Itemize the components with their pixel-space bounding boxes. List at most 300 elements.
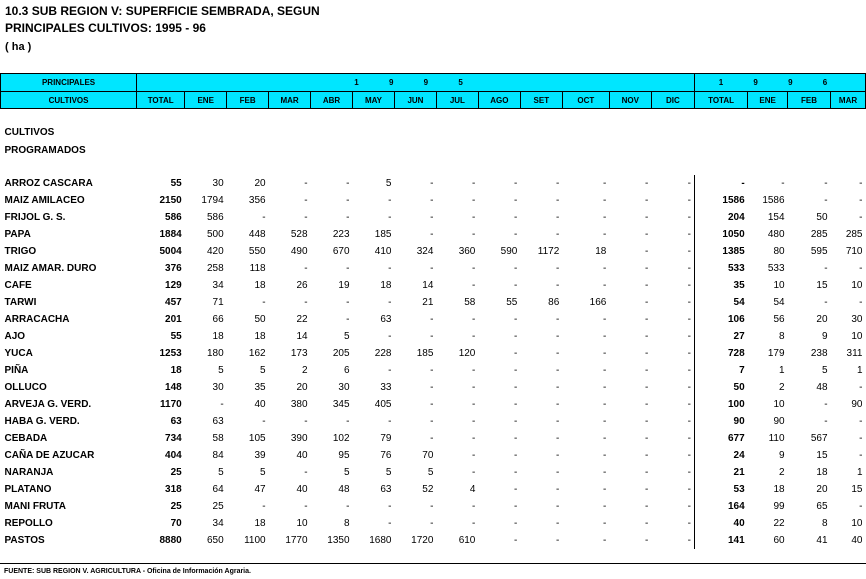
- value-1995-cell: -: [644, 517, 649, 529]
- value-1996-cell: 2: [779, 466, 785, 478]
- value-1995-cell: -: [603, 313, 607, 325]
- value-1995-cell: 35: [254, 381, 266, 393]
- value-1996-cell: 10: [851, 517, 863, 529]
- value-1995-cell: -: [555, 279, 560, 291]
- total-1995-cell: 404: [165, 449, 182, 461]
- value-1995-cell: 1770: [285, 534, 308, 546]
- value-1995-cell: -: [430, 228, 434, 240]
- value-1996-cell: 480: [767, 228, 785, 240]
- value-1995-cell: 76: [380, 449, 392, 461]
- value-1995-cell: -: [644, 296, 649, 308]
- value-1995-cell: 79: [380, 432, 392, 444]
- total-1995-cell: 18: [170, 364, 182, 376]
- table-row: [1, 260, 866, 277]
- value-1996-cell: 1: [779, 364, 785, 376]
- total-1995-cell: 201: [165, 313, 182, 325]
- total-1995-cell: 1884: [159, 228, 182, 240]
- value-1995-cell: 405: [374, 398, 392, 410]
- value-1995-cell: -: [651, 328, 694, 345]
- value-1995-cell: -: [651, 515, 694, 532]
- value-1995-cell: -: [262, 500, 266, 512]
- value-1995-cell: 40: [296, 483, 308, 495]
- crop-name: CAÑA DE AZUCAR: [4, 449, 95, 461]
- value-1995-cell: 5: [343, 466, 350, 478]
- crop-name: NARANJA: [4, 466, 54, 478]
- value-1996-cell: -: [824, 262, 828, 274]
- value-1996-cell: 80: [773, 245, 785, 257]
- section-label-1: CULTIVOS: [4, 127, 55, 138]
- total-1996-cell: 90: [733, 415, 745, 427]
- value-1996-cell: -: [824, 296, 828, 308]
- data-table: [0, 73, 866, 549]
- value-1995-cell: -: [304, 415, 308, 427]
- source-note: FUENTE: SUB REGION V. AGRICULTURA - Oficina de Información Agraria.: [4, 568, 251, 575]
- value-1995-cell: -: [651, 447, 694, 464]
- value-1995-cell: 5: [218, 466, 224, 478]
- value-1995-cell: -: [513, 177, 518, 189]
- total-1995-cell: 457: [165, 296, 182, 308]
- value-1995-cell: -: [472, 466, 476, 478]
- value-1995-cell: -: [651, 209, 694, 226]
- value-1995-cell: 1794: [201, 194, 224, 206]
- value-1995-cell: -: [603, 398, 607, 410]
- value-1996-cell: -: [824, 177, 828, 189]
- value-1995-cell: -: [651, 175, 694, 192]
- total-1995-cell: 63: [170, 415, 182, 427]
- value-1995-cell: 14: [296, 330, 308, 342]
- value-1995-cell: -: [644, 449, 649, 461]
- value-1995-cell: -: [555, 449, 560, 461]
- value-1995-cell: 180: [206, 347, 224, 359]
- value-1995-cell: 5: [260, 364, 266, 376]
- value-1995-cell: 20: [254, 177, 266, 189]
- value-1995-cell: -: [555, 313, 560, 325]
- value-1996-cell: 20: [816, 483, 828, 495]
- value-1995-cell: -: [651, 532, 694, 549]
- table-row: [1, 328, 866, 345]
- value-1995-cell: 1100: [244, 534, 266, 546]
- total-1996-cell: 21: [733, 466, 745, 478]
- value-1995-cell: -: [644, 483, 649, 495]
- value-1995-cell: -: [603, 483, 607, 495]
- value-1995-cell: 228: [374, 347, 392, 359]
- header-1995-jun: JUN: [394, 92, 436, 109]
- crop-name: ARROZ CASCARA: [4, 177, 93, 189]
- value-1996-cell: -: [859, 449, 863, 461]
- table-row: [1, 498, 866, 515]
- table-row: [1, 532, 866, 549]
- value-1995-cell: -: [651, 413, 694, 430]
- total-1995-cell: 70: [170, 517, 182, 529]
- value-1995-cell: 30: [212, 177, 224, 189]
- value-1995-cell: -: [513, 381, 518, 393]
- value-1995-cell: 500: [206, 228, 224, 240]
- value-1995-cell: -: [651, 430, 694, 447]
- header-year-1996: 1 9 9 6: [694, 74, 865, 92]
- value-1996-cell: 238: [810, 347, 828, 359]
- total-1995-cell: 318: [165, 483, 182, 495]
- value-1995-cell: -: [346, 177, 350, 189]
- crop-name: MAIZ AMAR. DURO: [4, 262, 97, 274]
- value-1995-cell: -: [644, 245, 649, 257]
- value-1995-cell: -: [603, 279, 607, 291]
- value-1996-cell: 65: [816, 500, 828, 512]
- value-1995-cell: -: [513, 279, 518, 291]
- value-1995-cell: -: [513, 500, 518, 512]
- table-row: [1, 362, 866, 379]
- value-1995-cell: -: [651, 464, 694, 481]
- value-1996-cell: 18: [773, 483, 785, 495]
- total-1996-cell: 1385: [722, 245, 745, 257]
- header-1995-ene: ENE: [185, 92, 227, 109]
- value-1995-cell: 33: [380, 381, 392, 393]
- total-1996-cell: 24: [733, 449, 745, 461]
- crop-name: HABA G. VERD.: [4, 415, 80, 427]
- value-1995-cell: 380: [290, 398, 308, 410]
- total-1996-cell: 50: [733, 381, 745, 393]
- value-1996-cell: 30: [851, 313, 863, 325]
- crop-name: ARVEJA G. VERD.: [4, 398, 92, 410]
- value-1995-cell: -: [651, 362, 694, 379]
- header-cultivos-bottom: CULTIVOS: [1, 92, 137, 109]
- total-1996-cell: 54: [733, 296, 745, 308]
- header-1995-set: SET: [520, 92, 562, 109]
- value-1996-cell: -: [824, 194, 828, 206]
- value-1995-cell: 166: [589, 296, 607, 308]
- value-1995-cell: -: [388, 296, 392, 308]
- value-1995-cell: -: [651, 481, 694, 498]
- header-1995-dic: DIC: [651, 92, 694, 109]
- value-1995-cell: 1350: [327, 534, 350, 546]
- total-1995-cell: 25: [170, 466, 182, 478]
- value-1995-cell: -: [651, 294, 694, 311]
- value-1995-cell: -: [603, 347, 607, 359]
- header-1996-mar: MAR: [831, 92, 866, 109]
- value-1995-cell: 586: [206, 211, 224, 223]
- value-1995-cell: -: [644, 279, 649, 291]
- value-1995-cell: -: [346, 296, 350, 308]
- value-1995-cell: 40: [254, 398, 266, 410]
- value-1995-cell: -: [513, 449, 518, 461]
- value-1996-cell: 10: [851, 279, 863, 291]
- value-1995-cell: 205: [332, 347, 350, 359]
- value-1995-cell: -: [513, 347, 518, 359]
- value-1995-cell: -: [472, 398, 476, 410]
- value-1995-cell: 30: [338, 381, 350, 393]
- value-1995-cell: -: [603, 262, 607, 274]
- value-1995-cell: -: [651, 345, 694, 362]
- value-1995-cell: 590: [500, 245, 518, 257]
- crop-name: PAPA: [4, 228, 31, 240]
- table-row: [1, 430, 866, 447]
- total-1996-cell: 100: [727, 398, 745, 410]
- value-1995-cell: -: [651, 311, 694, 328]
- total-1995-cell: 2150: [159, 194, 182, 206]
- value-1996-cell: 1586: [762, 194, 785, 206]
- total-1995-cell: 55: [170, 330, 182, 342]
- value-1995-cell: 528: [290, 228, 308, 240]
- value-1995-cell: -: [346, 313, 350, 325]
- value-1995-cell: -: [388, 415, 392, 427]
- value-1995-cell: -: [472, 177, 476, 189]
- value-1996-cell: -: [824, 398, 828, 410]
- total-1995-cell: 55: [170, 177, 182, 189]
- value-1995-cell: -: [304, 296, 308, 308]
- value-1995-cell: -: [644, 262, 649, 274]
- total-1996-cell: 533: [727, 262, 745, 274]
- value-1996-cell: -: [859, 500, 863, 512]
- value-1995-cell: -: [555, 483, 560, 495]
- table-row: [1, 447, 866, 464]
- value-1995-cell: -: [304, 500, 308, 512]
- value-1995-cell: 120: [458, 347, 476, 359]
- value-1995-cell: -: [651, 226, 694, 243]
- total-1995-cell: 376: [165, 262, 182, 274]
- value-1995-cell: -: [651, 260, 694, 277]
- header-1995-feb: FEB: [227, 92, 269, 109]
- total-1995-cell: 8880: [159, 534, 182, 546]
- value-1995-cell: 6: [343, 364, 350, 376]
- value-1995-cell: -: [555, 466, 560, 478]
- crop-name: PIÑA: [4, 364, 29, 376]
- value-1995-cell: -: [430, 415, 434, 427]
- value-1995-cell: -: [262, 415, 266, 427]
- value-1996-cell: 567: [810, 432, 828, 444]
- total-1995-cell: 25: [170, 500, 182, 512]
- total-1996-cell: 1586: [722, 194, 745, 206]
- value-1995-cell: -: [555, 262, 560, 274]
- value-1995-cell: -: [346, 194, 350, 206]
- value-1995-cell: 20: [296, 381, 308, 393]
- crop-name: MAIZ AMILACEO: [4, 194, 85, 206]
- value-1995-cell: 5: [427, 466, 434, 478]
- value-1996-cell: 48: [816, 381, 828, 393]
- value-1995-cell: -: [513, 534, 518, 546]
- value-1995-cell: -: [430, 194, 434, 206]
- crop-name: CEBADA: [4, 432, 48, 444]
- value-1995-cell: 70: [422, 449, 434, 461]
- value-1995-cell: -: [651, 243, 694, 260]
- value-1995-cell: -: [603, 534, 607, 546]
- value-1996-cell: 2: [779, 381, 785, 393]
- value-1995-cell: -: [262, 296, 266, 308]
- value-1995-cell: -: [513, 466, 518, 478]
- value-1995-cell: 25: [212, 500, 224, 512]
- value-1995-cell: 5: [385, 177, 392, 189]
- value-1995-cell: 86: [548, 296, 560, 308]
- value-1995-cell: -: [513, 517, 518, 529]
- value-1995-cell: 258: [206, 262, 224, 274]
- value-1996-cell: 8: [779, 330, 785, 342]
- value-1995-cell: -: [472, 313, 476, 325]
- value-1995-cell: -: [346, 211, 350, 223]
- value-1996-cell: 533: [767, 262, 785, 274]
- value-1995-cell: -: [644, 432, 649, 444]
- value-1996-cell: 285: [810, 228, 828, 240]
- footer-divider: [0, 563, 866, 564]
- value-1995-cell: 390: [290, 432, 308, 444]
- value-1996-cell: 110: [768, 432, 785, 444]
- value-1996-cell: 1: [856, 364, 863, 376]
- value-1995-cell: -: [430, 211, 434, 223]
- value-1995-cell: 162: [248, 347, 266, 359]
- value-1995-cell: 105: [248, 432, 266, 444]
- value-1995-cell: -: [513, 483, 518, 495]
- value-1995-cell: -: [603, 432, 607, 444]
- value-1995-cell: -: [644, 330, 649, 342]
- value-1995-cell: -: [430, 313, 434, 325]
- value-1996-cell: 8: [821, 517, 828, 529]
- value-1995-cell: 21: [422, 296, 434, 308]
- table-row: [1, 226, 866, 243]
- page-title-line-2: PRINCIPALES CULTIVOS: 1995 - 96: [5, 21, 206, 35]
- value-1995-cell: 64: [212, 483, 224, 495]
- value-1995-cell: -: [472, 211, 476, 223]
- value-1996-cell: -: [781, 177, 785, 189]
- value-1995-cell: -: [513, 194, 518, 206]
- value-1995-cell: 420: [206, 245, 224, 257]
- value-1995-cell: 1172: [537, 245, 560, 257]
- value-1996-cell: -: [859, 177, 863, 189]
- value-1996-cell: -: [859, 194, 863, 206]
- total-1996-cell: 677: [727, 432, 745, 444]
- value-1995-cell: 84: [212, 449, 224, 461]
- value-1995-cell: 670: [332, 245, 350, 257]
- value-1995-cell: -: [644, 534, 649, 546]
- crop-name: FRIJOL G. S.: [4, 211, 66, 223]
- value-1995-cell: -: [644, 177, 649, 189]
- value-1995-cell: -: [220, 398, 224, 410]
- value-1995-cell: -: [651, 277, 694, 294]
- crop-name: PASTOS: [4, 534, 45, 546]
- value-1995-cell: 550: [248, 245, 266, 257]
- value-1996-cell: 60: [773, 534, 785, 546]
- value-1995-cell: 185: [416, 347, 434, 359]
- value-1995-cell: 5: [343, 330, 350, 342]
- value-1995-cell: 19: [338, 279, 350, 291]
- crop-name: MANI FRUTA: [4, 500, 66, 512]
- value-1995-cell: -: [388, 500, 392, 512]
- value-1995-cell: 8: [343, 517, 350, 529]
- value-1995-cell: 48: [338, 483, 350, 495]
- value-1995-cell: -: [388, 262, 392, 274]
- table-row: [1, 464, 866, 481]
- value-1995-cell: -: [346, 415, 350, 427]
- value-1995-cell: -: [644, 313, 649, 325]
- value-1996-cell: -: [859, 211, 863, 223]
- total-1996-cell: 106: [727, 313, 745, 325]
- value-1995-cell: -: [603, 194, 607, 206]
- value-1995-cell: 360: [458, 245, 476, 257]
- table-row: [1, 345, 866, 362]
- value-1995-cell: 18: [212, 330, 224, 342]
- value-1995-cell: -: [603, 449, 607, 461]
- table-row: [1, 413, 866, 430]
- value-1995-cell: -: [603, 466, 607, 478]
- value-1995-cell: 63: [380, 313, 392, 325]
- value-1996-cell: 10: [773, 398, 785, 410]
- page-title-line-1: 10.3 SUB REGION V: SUPERFICIE SEMBRADA, SEGUN: [5, 4, 320, 18]
- value-1995-cell: 55: [506, 296, 518, 308]
- value-1995-cell: 18: [380, 279, 392, 291]
- value-1996-cell: 99: [773, 500, 785, 512]
- table-row: [1, 294, 866, 311]
- value-1995-cell: -: [388, 211, 392, 223]
- value-1995-cell: 1680: [369, 534, 392, 546]
- value-1995-cell: -: [513, 432, 518, 444]
- value-1995-cell: -: [430, 500, 434, 512]
- value-1995-cell: 356: [248, 194, 266, 206]
- value-1995-cell: 30: [212, 381, 224, 393]
- value-1995-cell: -: [603, 211, 607, 223]
- value-1996-cell: -: [859, 415, 863, 427]
- value-1995-cell: 410: [374, 245, 392, 257]
- value-1995-cell: -: [513, 364, 518, 376]
- value-1995-cell: -: [555, 364, 560, 376]
- header-row-months: [1, 92, 866, 109]
- table-row: [1, 209, 866, 226]
- value-1995-cell: -: [430, 262, 434, 274]
- value-1995-cell: -: [472, 432, 476, 444]
- header-cultivos-top: PRINCIPALES: [1, 74, 137, 92]
- value-1995-cell: -: [555, 381, 560, 393]
- section-label-2: PROGRAMADOS: [4, 145, 86, 156]
- value-1995-cell: -: [603, 228, 607, 240]
- unit-label: ( ha ): [5, 41, 32, 53]
- total-1995-cell: 586: [165, 211, 182, 223]
- value-1995-cell: 22: [296, 313, 308, 325]
- value-1995-cell: -: [603, 177, 607, 189]
- value-1995-cell: -: [651, 379, 694, 396]
- value-1995-cell: -: [555, 194, 560, 206]
- value-1995-cell: -: [555, 432, 560, 444]
- value-1995-cell: -: [513, 211, 518, 223]
- value-1996-cell: -: [859, 381, 863, 393]
- value-1996-cell: 311: [846, 347, 863, 359]
- crop-name: TRIGO: [4, 245, 37, 257]
- value-1995-cell: 5: [385, 466, 392, 478]
- value-1995-cell: -: [346, 500, 350, 512]
- table-row: [1, 396, 866, 413]
- value-1995-cell: 66: [212, 313, 224, 325]
- value-1995-cell: 47: [254, 483, 266, 495]
- value-1995-cell: -: [472, 279, 476, 291]
- value-1995-cell: -: [555, 330, 560, 342]
- value-1996-cell: 1: [856, 466, 863, 478]
- value-1996-cell: 56: [773, 313, 785, 325]
- header-1995-nov: NOV: [609, 92, 651, 109]
- value-1995-cell: -: [472, 194, 476, 206]
- value-1996-cell: -: [859, 296, 863, 308]
- value-1995-cell: -: [472, 500, 476, 512]
- value-1995-cell: -: [430, 398, 434, 410]
- header-1996-feb: FEB: [788, 92, 831, 109]
- value-1995-cell: 610: [458, 534, 476, 546]
- value-1995-cell: -: [388, 194, 392, 206]
- header-1996-total: TOTAL: [694, 92, 747, 109]
- value-1995-cell: 448: [248, 228, 266, 240]
- value-1995-cell: -: [472, 517, 476, 529]
- value-1995-cell: -: [644, 381, 649, 393]
- value-1995-cell: -: [346, 262, 350, 274]
- value-1995-cell: -: [555, 500, 560, 512]
- value-1995-cell: -: [603, 415, 607, 427]
- value-1995-cell: -: [651, 498, 694, 515]
- value-1995-cell: -: [262, 211, 266, 223]
- value-1995-cell: 52: [422, 483, 434, 495]
- value-1995-cell: -: [304, 194, 308, 206]
- header-1995-oct: OCT: [562, 92, 609, 109]
